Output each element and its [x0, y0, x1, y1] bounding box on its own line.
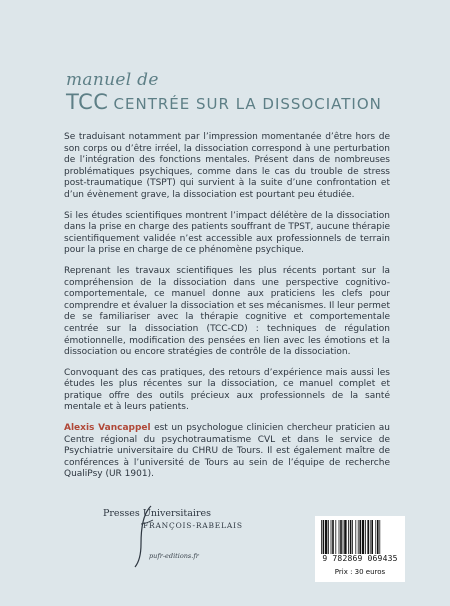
title-tcc: TCC — [66, 90, 109, 114]
book-title — [66, 90, 382, 114]
publisher-subname: FRANÇOIS-RABELAIS — [143, 521, 243, 530]
blurb-paragraph-4: Convoquant des cas pratiques, des retours d’expérience mais aussi les études les plus récentes sur la dissociation, ce manuel complet et pratique offre des outils précieux aux professionnels de la santé mentale et à leurs patients. — [64, 367, 390, 413]
title-rest: CENTRÉE SUR LA DISSOCIATION — [113, 95, 382, 113]
publisher-website: pufr-editions.fr — [149, 552, 199, 560]
author-bio — [64, 423, 390, 481]
isbn-number: 9 782869 069435 — [322, 554, 398, 563]
barcode-icon — [319, 520, 401, 554]
blurb-paragraph-1: Se traduisant notamment par l’impression momentanée d’être hors de son corps ou d’être irréel, la dissociation correspond à une perturbation de l’intégration des fonctions mentales. Présent dans de nombreuses problématiques psychiques, comme dans le cas du trouble de stress post-traumatique (TSPT) qui survient à la suite d’une confrontation et d’un évènement grave, la dissociation est pourtant peu étudiée. — [64, 132, 390, 200]
publisher-name: Presses Universitaires — [103, 508, 211, 519]
blurb — [64, 132, 390, 490]
publisher-logo — [103, 508, 243, 572]
title-kicker: manuel de — [66, 70, 159, 90]
blurb-paragraph-3: Reprenant les travaux scientifiques les plus récents portant sur la compréhension de la dissociation dans une perspective cognitivo-comportementale, ce manuel donne aux praticiens les clefs pour comprendre et évaluer la dissociation et ses mécanismes. Il leur permet de se familiariser avec la thérapie cognitive et comportementale centrée sur la dissociation (TCC-CD) : techniques de régulation émotionnelle, modification des pensées en lien avec les émotions et la dissociation ou encore stratégies de contrôle de la dissociation. — [64, 265, 390, 358]
author-name: Alexis Vancappel — [64, 423, 151, 434]
author-bio-text: est un psychologue clinicien chercheur praticien au Centre régional du psychotraumatisme CVL et dans le service de Psychiatrie universitaire du CHRU de Tours. Il est également maître de conférences à l’université de Tours au sein de l’équipe de recherche QualiPsy (UR 1901). — [64, 423, 390, 480]
blurb-paragraph-2: Si les études scientifiques montrent l’impact délétère de la dissociation dans la prise en charge des patients souffrant de TPST, aucune thérapie scientifiquement validée n’est accessible aux professionnels de terrain pour la prise en charge de ce phénomène psychique. — [64, 210, 390, 256]
price-label: Prix : 30 euros — [334, 568, 386, 576]
barcode-panel — [315, 516, 405, 582]
